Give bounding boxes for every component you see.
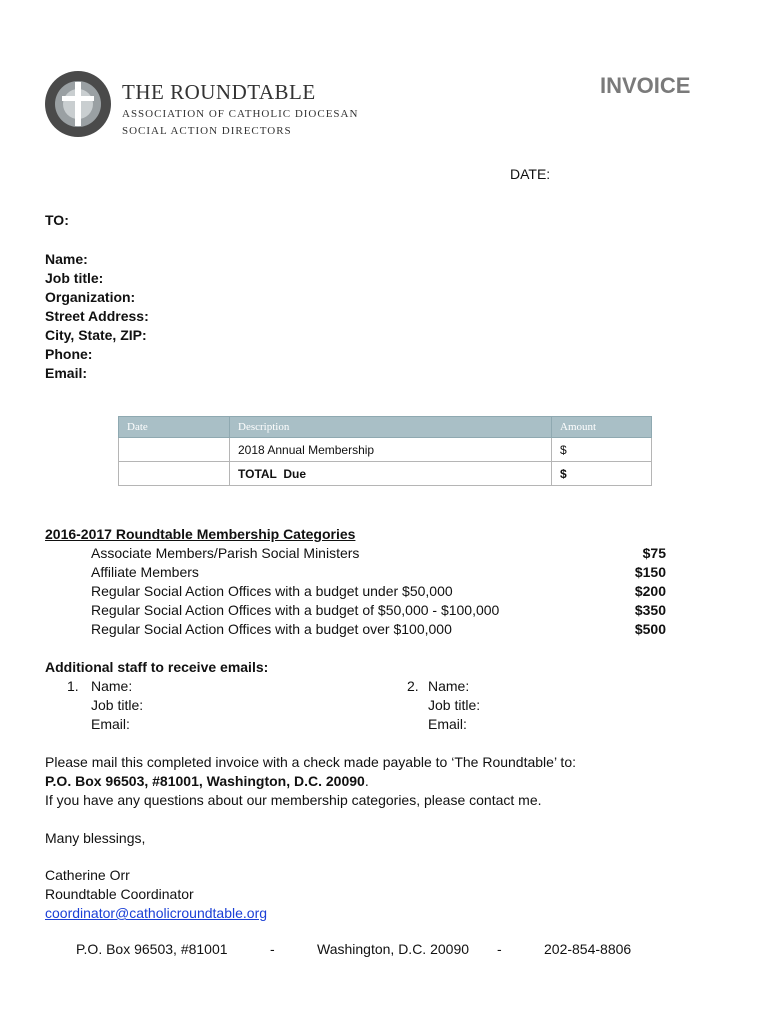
org-name: THE ROUNDTABLE bbox=[122, 80, 316, 104]
cross-circle-icon bbox=[44, 70, 112, 138]
col-header-date: Date bbox=[119, 417, 230, 438]
footer-separator: - bbox=[270, 941, 275, 957]
staff-2-email: Email: bbox=[428, 716, 467, 732]
field-street-address: Street Address: bbox=[45, 308, 149, 324]
invoice-table bbox=[118, 416, 652, 486]
categories-title: 2016-2017 Roundtable Membership Categories bbox=[45, 526, 356, 542]
category-price: $150 bbox=[634, 564, 666, 580]
mail-address-line bbox=[45, 773, 369, 789]
cell-date bbox=[119, 462, 230, 486]
footer-phone: 202-854-8806 bbox=[544, 941, 632, 957]
category-price: $200 bbox=[634, 583, 666, 599]
cell-date bbox=[119, 438, 230, 462]
col-header-amount: Amount bbox=[552, 417, 652, 438]
footer-city: Washington, D.C. 20090 bbox=[317, 941, 470, 957]
staff-1-number: 1. bbox=[67, 678, 79, 694]
mail-address: P.O. Box 96503, #81001, Washington, D.C. 20090 bbox=[45, 773, 365, 789]
table-row bbox=[119, 462, 652, 486]
field-name: Name: bbox=[45, 251, 88, 267]
cell-amount: $ bbox=[552, 462, 652, 486]
category-price: $350 bbox=[634, 602, 666, 618]
table-row bbox=[119, 438, 652, 462]
cell-amount: $ bbox=[552, 438, 652, 462]
cell-description: TOTAL Due bbox=[230, 462, 552, 486]
category-price: $500 bbox=[634, 621, 666, 637]
col-header-description: Description bbox=[230, 417, 552, 438]
staff-1-name: Name: bbox=[91, 678, 133, 694]
signer-role: Roundtable Coordinator bbox=[45, 886, 194, 902]
to-label: TO: bbox=[45, 212, 69, 228]
category-label: Regular Social Action Offices with a budget under $50,000 bbox=[91, 583, 453, 599]
invoice-title: INVOICE bbox=[600, 73, 691, 98]
field-email: Email: bbox=[45, 365, 88, 381]
coordinator-email-link[interactable]: coordinator@catholicroundtable.org bbox=[45, 905, 268, 921]
category-label: Associate Members/Parish Social Ministers bbox=[91, 545, 360, 561]
staff-2-number: 2. bbox=[407, 678, 419, 694]
category-label: Affiliate Members bbox=[91, 564, 199, 580]
staff-1-email: Email: bbox=[91, 716, 130, 732]
field-phone: Phone: bbox=[45, 346, 93, 362]
field-organization: Organization: bbox=[45, 289, 136, 305]
signer-email-wrap bbox=[45, 905, 267, 921]
signer-name: Catherine Orr bbox=[45, 867, 130, 883]
category-label: Regular Social Action Offices with a budget of $50,000 - $100,000 bbox=[91, 602, 500, 618]
roundtable-logo bbox=[44, 70, 112, 138]
staff-2-name: Name: bbox=[428, 678, 470, 694]
mail-address-period: . bbox=[364, 773, 369, 789]
staff-2-job-title: Job title: bbox=[428, 697, 481, 713]
footer-separator: - bbox=[497, 941, 502, 957]
org-subtitle-line1: ASSOCIATION OF CATHOLIC DIOCESAN bbox=[122, 108, 359, 120]
questions-line: If you have any questions about our membership categories, please contact me. bbox=[45, 792, 542, 808]
category-price: $75 bbox=[642, 545, 666, 561]
cell-description: 2018 Annual Membership bbox=[230, 438, 552, 462]
blessing: Many blessings, bbox=[45, 830, 146, 846]
field-job-title: Job title: bbox=[45, 270, 104, 286]
mail-instructions: Please mail this completed invoice with a check made payable to ‘The Roundtable’ to: bbox=[45, 754, 576, 770]
field-city-state-zip: City, State, ZIP: bbox=[45, 327, 147, 343]
date-label: DATE: bbox=[510, 166, 551, 182]
category-label: Regular Social Action Offices with a budget over $100,000 bbox=[91, 621, 452, 637]
org-subtitle-line2: SOCIAL ACTION DIRECTORS bbox=[122, 125, 292, 137]
staff-title: Additional staff to receive emails: bbox=[45, 659, 269, 675]
table-header-row bbox=[119, 417, 652, 438]
footer-po-box: P.O. Box 96503, #81001 bbox=[76, 941, 228, 957]
staff-1-job-title: Job title: bbox=[91, 697, 144, 713]
